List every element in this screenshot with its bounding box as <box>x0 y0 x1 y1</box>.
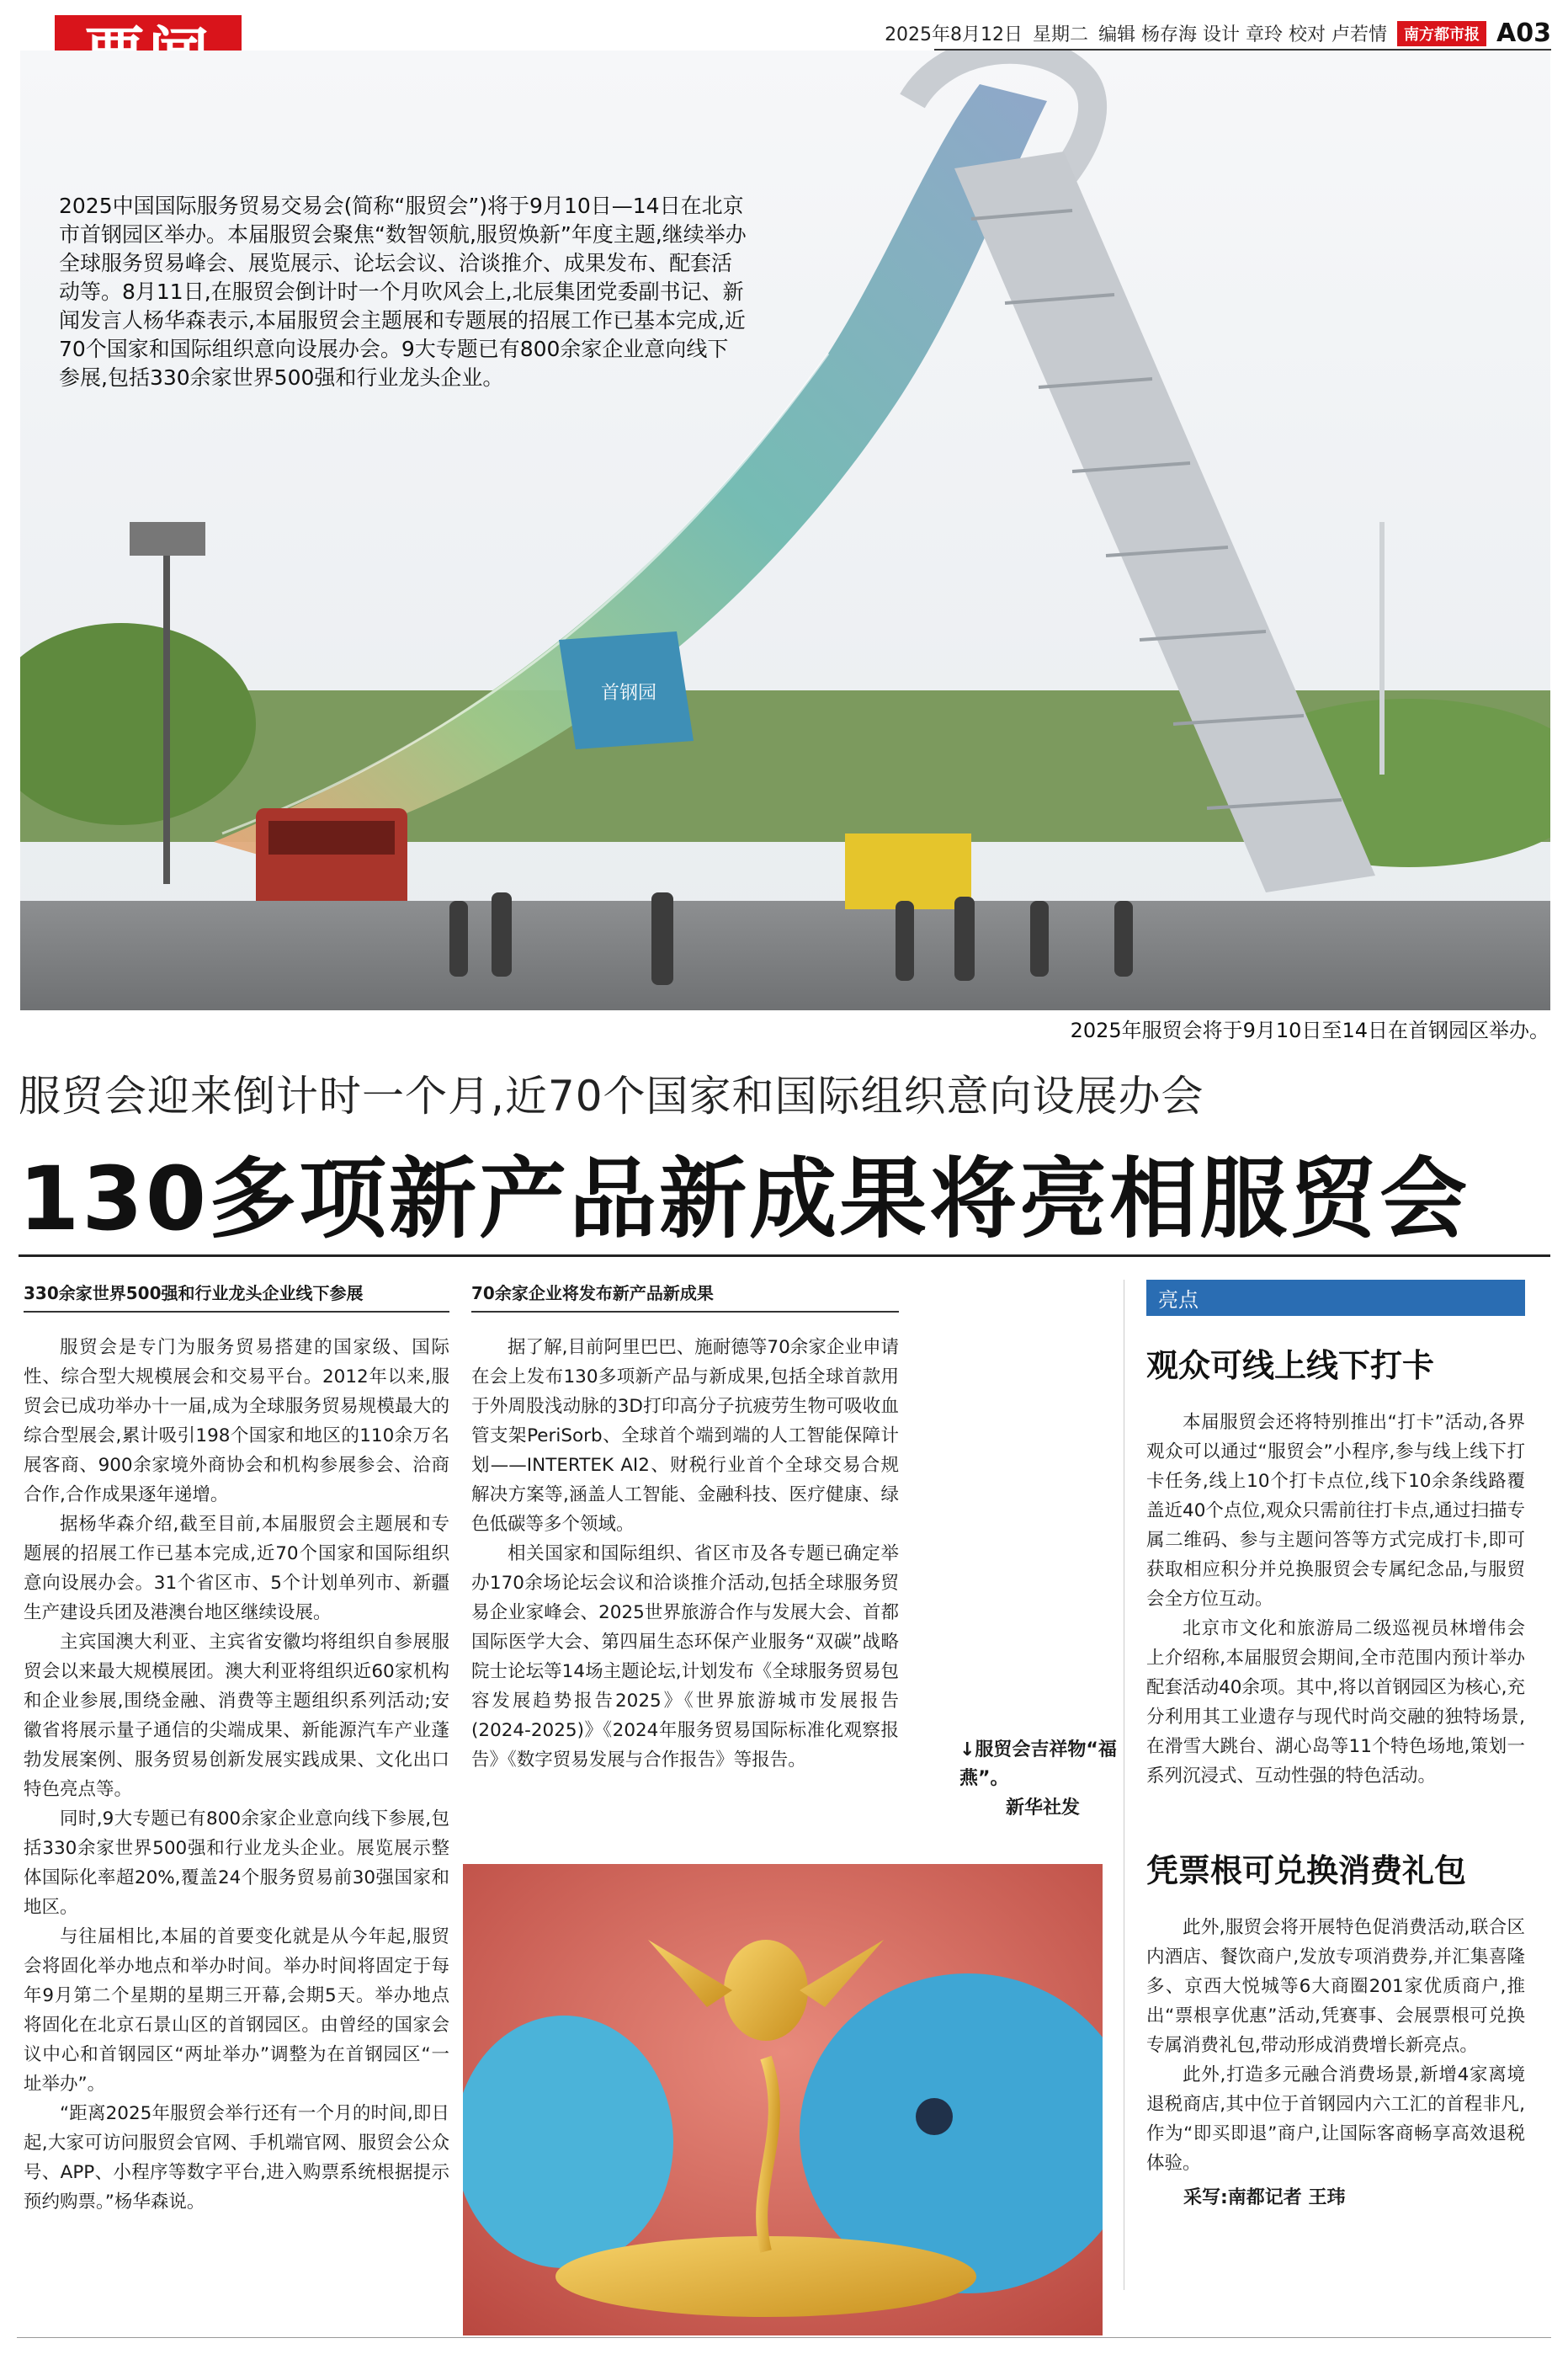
mascot-photo <box>463 1864 1103 2335</box>
issue-date: 2025年8月12日 <box>885 24 1023 45</box>
header-info <box>885 19 1551 48</box>
headline-rule <box>19 1254 1550 1257</box>
intro-text: 2025中国国际服务贸易交易会(简称“服贸会”)将于9月10日—14日在北京市首钢园区举办。本届服贸会聚焦“数智领航,服贸焕新”年度主题,继续举办全球服务贸易峰会、展览展示、论坛会议、洽谈推介、成果发布、配套活动等。8月11日,在服贸会倒计时一个月吹风会上,北辰集团党委副书记、新闻发言人杨华森表示,本届服贸会主题展和专题展的招展工作已基本完成,近70个国家和国际组织意向设展办会。9大专题已有800余家企业意向线下参展,包括330余家世界500强和行业龙头企业。 <box>59 194 747 390</box>
paragraph: 与往届相比,本届的首要变化就是从今年起,服贸会将固化举办地点和举办时间。举办时间将固定于每年9月第二个星期的星期三开幕,会期5天。举办地点将固化在北京石景山区的首钢园区。由曾经的国家会议中心和首钢园区“两址举办”调整为在首钢园区“一址举办”。 <box>24 1926 449 2095</box>
paragraph: 同时,9大专题已有800余家企业意向线下参展,包括330余家世界500强和行业龙头企业。展览展示整体国际化率超20%,覆盖24个服务贸易前30强国家和地区。 <box>24 1808 449 1918</box>
main-headline: 130多项新产品新成果将亮相服贸会 <box>19 1148 1470 1250</box>
paragraph: 据杨华森介绍,截至目前,本届服贸会主题展和专题展的招展工作已基本完成,近70个国家和国际组织意向设展办会。31个省区市、5个计划单列市、新疆生产建设兵团及港澳台地区继续设展。 <box>24 1514 449 1623</box>
footer-rule <box>17 2337 1551 2338</box>
sidebar-highlights <box>1146 1280 1525 2209</box>
byline: 采写:南都记者 王玮 <box>1183 2187 1346 2208</box>
article-column-2 <box>471 1280 899 1775</box>
paragraph: 主宾国澳大利亚、主宾省安徽均将组织自参展服贸会以来最大规模展团。澳大利亚将组织近60家机构和企业参展,围绕金融、消费等主题组织系列活动;安徽省将展示量子通信的尖端成果、新能源汽车产业蓬勃发展案例、服务贸易创新发展实践成果、文化出口特色亮点等。 <box>24 1632 449 1800</box>
paragraph: 本届服贸会还将特别推出“打卡”活动,各界观众可以通过“服贸会”小程序,参与线上线下打卡任务,线上10个打卡点位,线下10余条线路覆盖近40个点位,观众只需前往打卡点,通过扫描专属二维码、参与主题问答等方式完成打卡,即可获取相应积分并兑换服贸会专属纪念品,与服贸会全方位互动。 <box>1146 1412 1525 1610</box>
paragraph: 此外,服贸会将开展特色促消费活动,联合区内酒店、餐饮商户,发放专项消费券,并汇集喜隆多、京西大悦城等6大商圈201家优质商户,推出“票根享优惠”活动,凭赛事、会展票根可兑换专属消费礼包,带动形成消费增长新亮点。 <box>1146 1917 1525 2056</box>
highlight-label: 亮点 <box>1146 1280 1525 1316</box>
paragraph: 此外,打造多元融合消费场景,新增4家离境退税商店,其中位于首钢园内六工汇的首程非凡,作为“即买即退”商户,让国际客商畅享高效退税体验。 <box>1146 2064 1525 2174</box>
column-2-title: 70余家企业将发布新产品新成果 <box>471 1280 899 1313</box>
paragraph: “距离2025年服贸会举行还有一个月的时间,即日起,大家可访问服贸会官网、手机端官网、服贸会公众号、APP、小程序等数字平台,进入购票系统根据提示预约购票。”杨华森说。 <box>24 2103 449 2213</box>
paragraph: 相关国家和国际组织、省区市及各专题已确定举办170余场论坛会议和洽谈推介活动,包括全球服务贸易企业家峰会、2025世界旅游合作与发展大会、首都国际医学大会、第四届生态环保产业服务“双碳”战略院士论坛等14场主题论坛,计划发布《全球服务贸易包容发展趋势报告2025》《世界旅游城市发展报告(2024-2025)》《2024年服务贸易国际标准化观察报告》《数字贸易发展与合作报告》等报告。 <box>471 1543 899 1771</box>
section-heading: 凭票根可兑换消费礼包 <box>1146 1852 1467 1889</box>
paragraph: 据了解,目前阿里巴巴、施耐德等70余家企业申请在会上发布130多项新产品与新成果,包括全球首款用于外周股浅动脉的3D打印高分子抗疲劳生物可吸收血管支架PeriSorb、全球首个端到端的人工智能保障计划——INTERTEK AI2、财税行业首个全球交易合规解决方案等,涵盖人工智能、金融科技、医疗健康、绿色低碳等多个领域。 <box>471 1337 899 1535</box>
column-1-title: 330余家世界500强和行业龙头企业线下参展 <box>24 1280 449 1313</box>
ramp-sign-text: 首钢园 <box>601 682 657 703</box>
issue-weekday: 星期二 <box>1033 24 1089 45</box>
mascot-caption: ↓服贸会吉祥物“福燕”。 <box>959 1739 1117 1789</box>
paragraph: 北京市文化和旅游局二级巡视员林增伟会上介绍称,本届服贸会期间,全市范围内预计举办配套活动40余项。其中,将以首钢园区为核心,充分利用其工业遗存与现代时尚交融的独特场景,在滑雪大跳台、湖心岛等11个特色场地,策划一系列沉浸式、互动性强的特色活动。 <box>1146 1618 1525 1787</box>
mascot-credit: 新华社发 <box>1006 1797 1081 1819</box>
paragraph: 服贸会是专门为服务贸易搭建的国家级、国际性、综合型大规模展会和交易平台。2012年以来,服贸会已成功举办十一届,成为全球服务贸易规模最大的综合型展会,累计吸引198个国家和地区的110余万名展客商、900余家境外商协会和机构参展参会、洽商合作,合作成果逐年递增。 <box>24 1337 449 1505</box>
sub-headline: 服贸会迎来倒计时一个月,近70个国家和国际组织意向设展办会 <box>19 1072 1204 1121</box>
paper-logo: 南方都市报 <box>1397 21 1486 46</box>
column-2-body <box>471 1333 899 1775</box>
photo-caption: 2025年服贸会将于9月10日至14日在首钢园区举办。 <box>1070 1019 1549 1042</box>
editors-credit: 编辑 杨存海 设计 章玲 校对 卢若情 <box>1098 24 1388 45</box>
page-number: A03 <box>1496 19 1551 48</box>
section-heading: 观众可线上线下打卡 <box>1146 1347 1435 1384</box>
section-body <box>1146 1913 1525 2178</box>
section-body <box>1146 1408 1525 1791</box>
column-1-body <box>24 1333 449 2217</box>
article-column-1 <box>24 1280 449 2217</box>
